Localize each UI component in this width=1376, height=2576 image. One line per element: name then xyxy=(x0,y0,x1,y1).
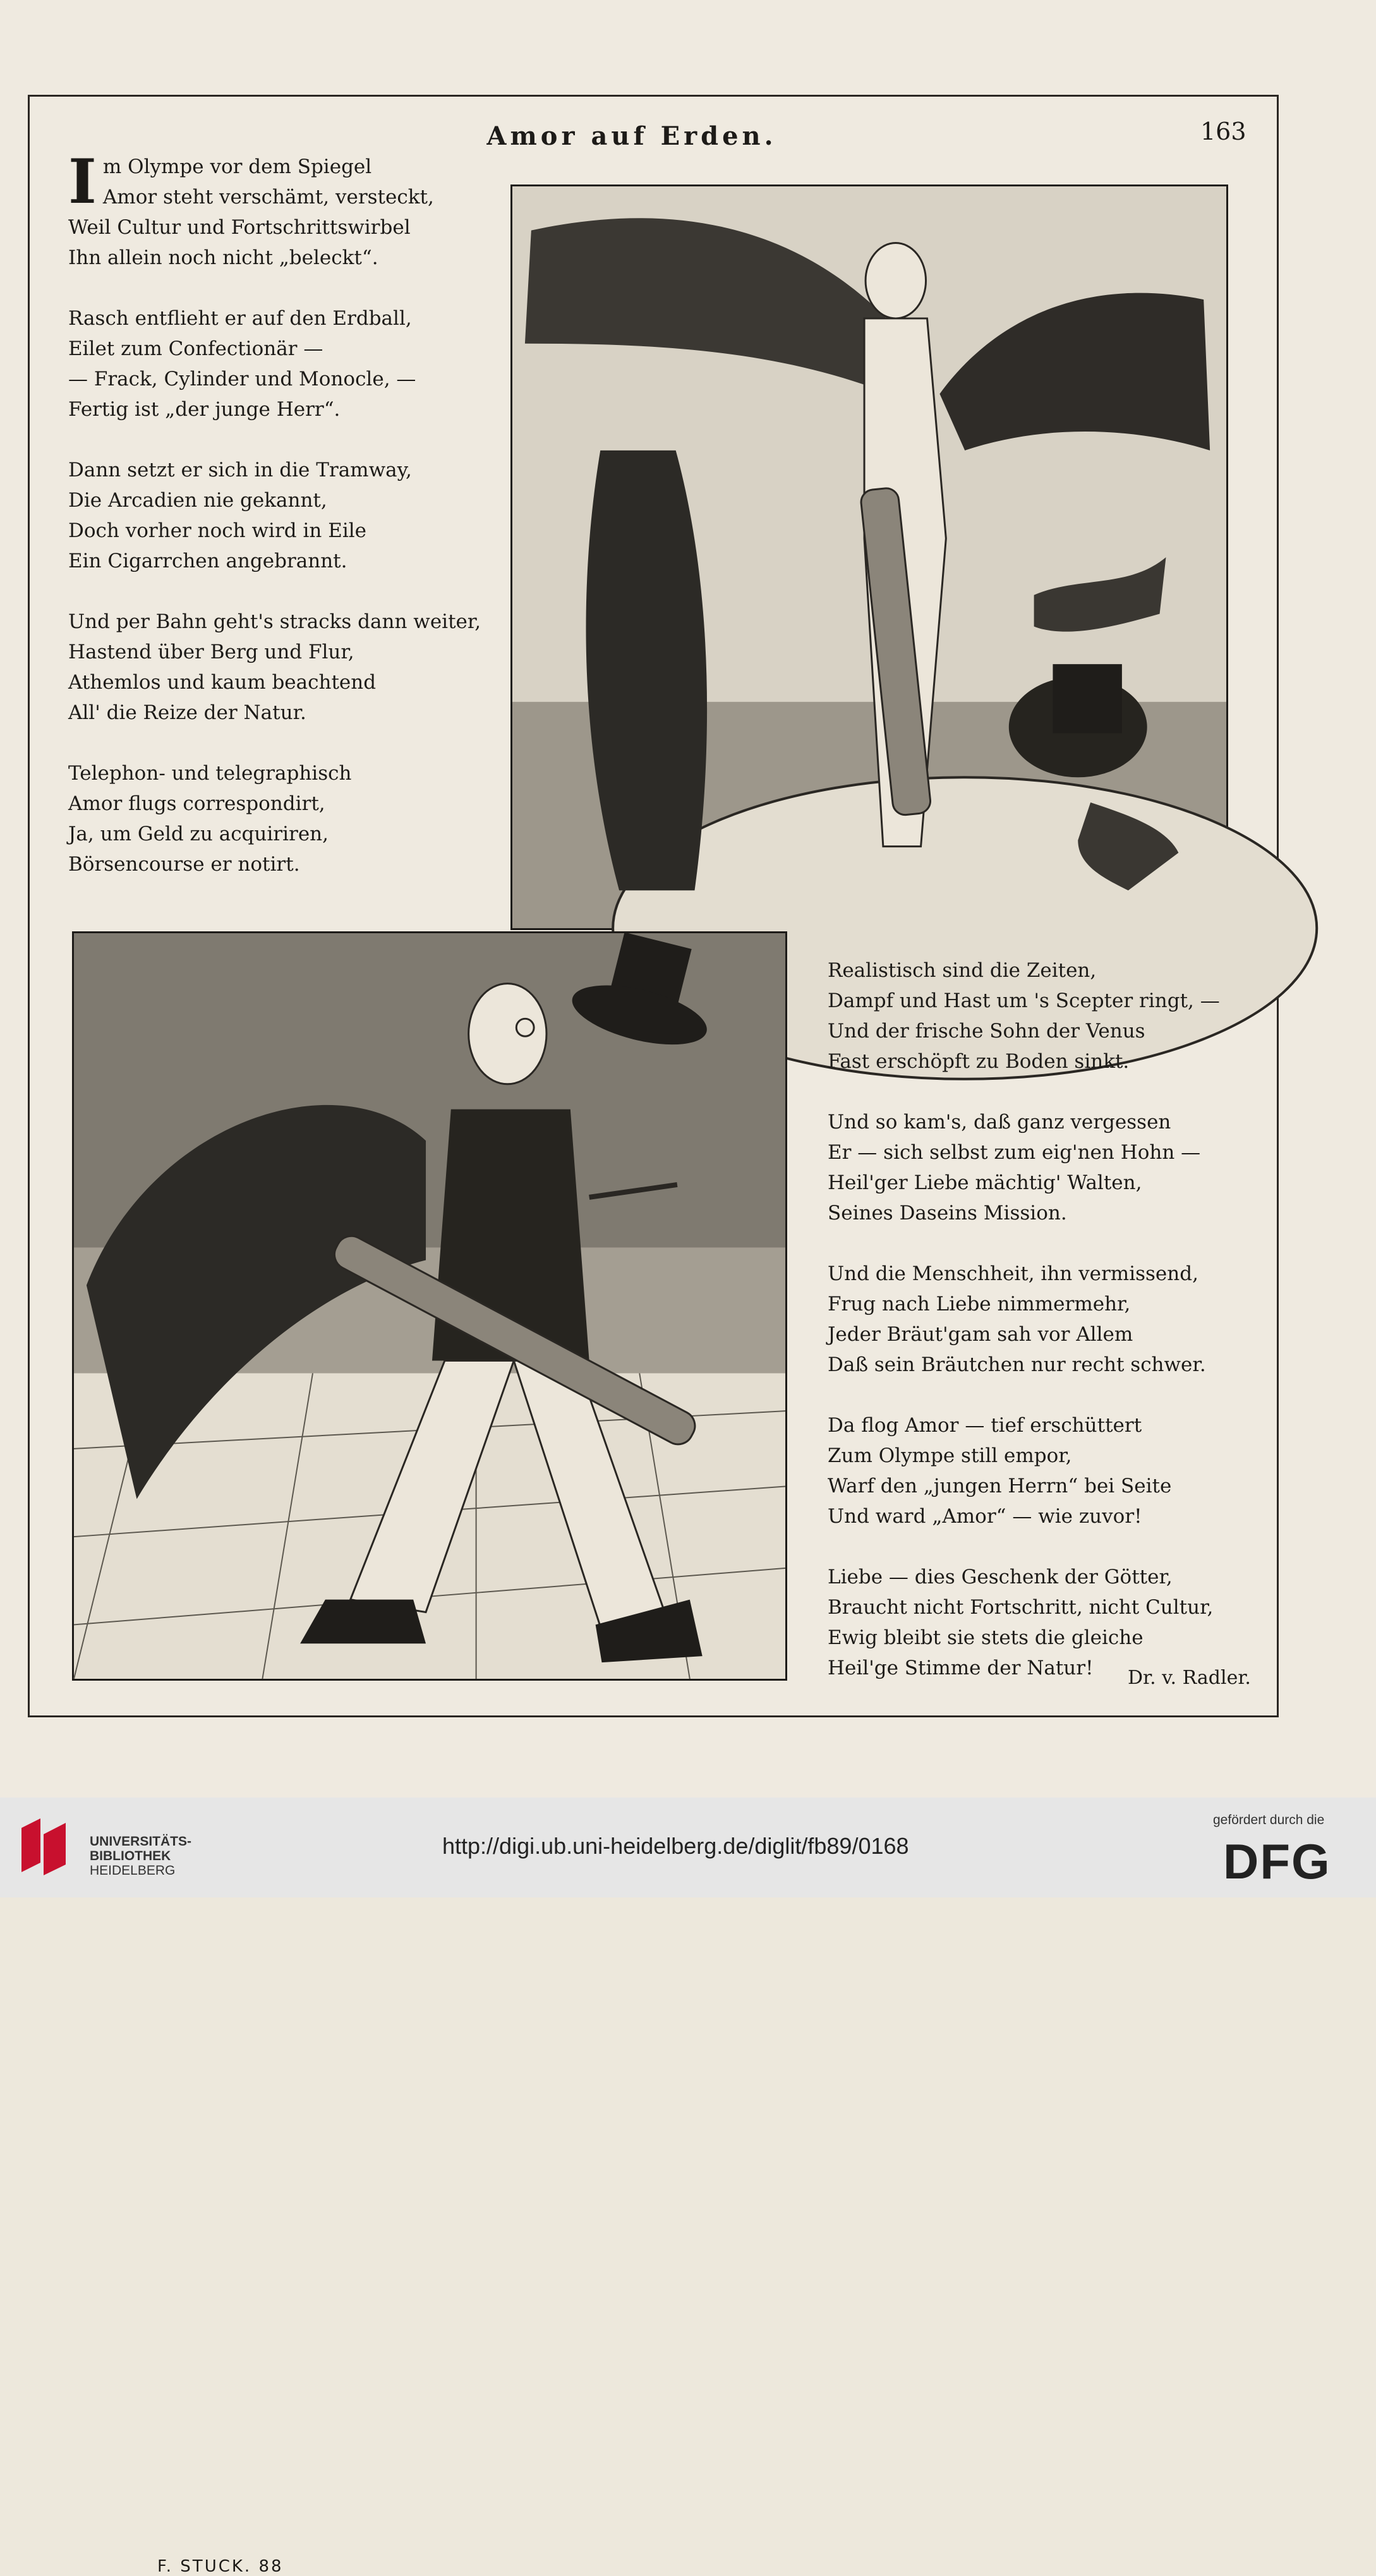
poem-line: Dampf und Hast um 's Scepter ringt, — xyxy=(828,989,1220,1012)
poem-left-column xyxy=(68,146,498,910)
poem-line: Und die Menschheit, ihn vermissend, xyxy=(828,1262,1198,1285)
poem-line: Amor steht verschämt, versteckt, xyxy=(102,186,434,209)
dfg-logo[interactable]: DFG xyxy=(1223,1834,1331,1889)
poem-line: Doch vorher noch wird in Eile xyxy=(68,519,366,542)
poem-line: — Frack, Cylinder und Monocle, — xyxy=(68,368,416,390)
stanza xyxy=(828,1107,1270,1228)
poem-line: Und per Bahn geht's stracks dann weiter, xyxy=(68,610,481,633)
poem-line: Rasch entflieht er auf den Erdball, xyxy=(68,307,412,330)
poem-line: Daß sein Bräutchen nur recht schwer. xyxy=(828,1353,1206,1376)
stanza xyxy=(828,1259,1270,1380)
poem-line: Athemlos und kaum beachtend xyxy=(68,671,377,694)
library-emblem-icon xyxy=(15,1815,72,1878)
university-library-logo[interactable] xyxy=(15,1815,205,1878)
stanza xyxy=(828,955,1270,1077)
artist-signature: F. STUCK. 88 xyxy=(157,2557,284,2576)
stanza xyxy=(68,455,498,576)
author-signature: Dr. v. Radler. xyxy=(1128,1667,1251,1689)
poem-line: Und so kam's, daß ganz vergessen xyxy=(828,1111,1171,1134)
footer-bar xyxy=(0,1798,1376,1897)
poem-line: Fast erschöpft zu Boden sinkt. xyxy=(828,1050,1130,1073)
poem-line: Amor flugs correspondirt, xyxy=(68,792,325,815)
poem-line: Ja, um Geld zu acquiriren, xyxy=(68,823,329,845)
poem-line: Fertig ist „der junge Herr“. xyxy=(68,398,341,421)
poem-line: Weil Cultur und Fortschrittswirbel xyxy=(68,216,411,239)
poem-line: Er — sich selbst zum eig'nen Hohn — xyxy=(828,1141,1201,1164)
stanza xyxy=(828,1562,1270,1683)
library-name: UNIVERSITÄTS- BIBLIOTHEK HEIDELBERG xyxy=(90,1834,192,1878)
poem-line: Seines Daseins Mission. xyxy=(828,1202,1067,1225)
poem-line: Ihn allein noch nicht „beleckt“. xyxy=(68,246,378,269)
poem-line: Börsencourse er notirt. xyxy=(68,853,300,876)
stanza xyxy=(68,758,498,880)
poem-line: Heil'ger Liebe mächtig' Walten, xyxy=(828,1171,1142,1194)
poem-line: Hastend über Berg und Flur, xyxy=(68,641,354,663)
poem-line: Eilet zum Confectionär — xyxy=(68,337,323,360)
poem-line: Liebe — dies Geschenk der Götter, xyxy=(828,1566,1173,1588)
poem-line: Frug nach Liebe nimmermehr, xyxy=(828,1293,1131,1315)
poem-line: Warf den „jungen Herrn“ bei Seite xyxy=(828,1475,1172,1497)
funded-by-label: gefördert durch die xyxy=(1213,1813,1325,1827)
stanza xyxy=(68,303,498,425)
poem-line: Braucht nicht Fortschritt, nicht Cultur, xyxy=(828,1596,1214,1619)
stanza xyxy=(68,146,498,273)
permalink-url[interactable]: http://digi.ub.uni-heidelberg.de/diglit/fb89/0168 xyxy=(442,1833,909,1859)
poem-line: Ewig bleibt sie stets die gleiche xyxy=(828,1626,1144,1649)
page-number: 163 xyxy=(1200,118,1246,145)
poem-line: All' die Reize der Natur. xyxy=(68,701,306,724)
engraving-amor-as-dandy xyxy=(74,933,785,1679)
poem-line: Zum Olympe still empor, xyxy=(828,1444,1072,1467)
poem-line: Und ward „Amor“ — wie zuvor! xyxy=(828,1505,1142,1528)
poem-line: Realistisch sind die Zeiten, xyxy=(828,959,1097,982)
page-title: Amor auf Erden. xyxy=(486,121,777,151)
dropcap: I xyxy=(68,146,97,217)
poem-line: Heil'ge Stimme der Natur! xyxy=(828,1657,1094,1679)
poem-line: Die Arcadien nie gekannt, xyxy=(68,489,327,512)
poem-line: Da flog Amor — tief erschüttert xyxy=(828,1414,1142,1437)
poem-line: m Olympe vor dem Spiegel xyxy=(102,155,372,178)
poem-line: Und der frische Sohn der Venus xyxy=(828,1020,1145,1043)
engraving-amor-on-globe xyxy=(512,186,1226,928)
stanza xyxy=(68,607,498,728)
stanza xyxy=(828,1410,1270,1532)
poem-line: Dann setzt er sich in die Tramway, xyxy=(68,459,412,481)
poem-right-column xyxy=(828,955,1270,1714)
poem-line: Telephon- und telegraphisch xyxy=(68,762,352,785)
poem-line: Jeder Bräut'gam sah vor Allem xyxy=(828,1323,1133,1346)
illustration-amor-on-globe xyxy=(510,184,1228,930)
poem-line: Ein Cigarrchen angebrannt. xyxy=(68,550,347,572)
